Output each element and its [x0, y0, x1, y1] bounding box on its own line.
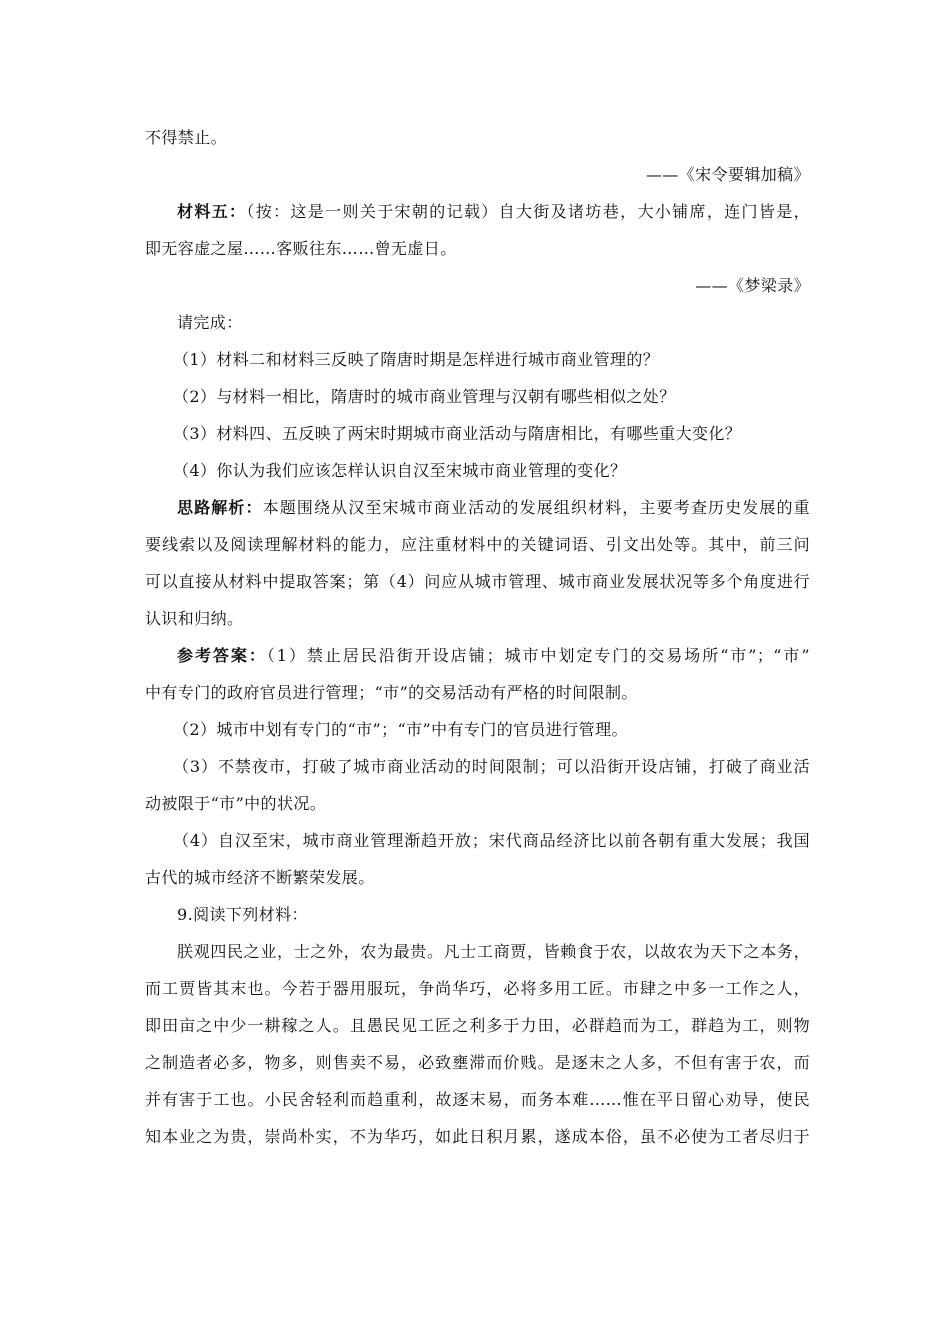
- passage-line: 之制造者必多，物多，则售卖不易，必致壅滞而价贱。是逐末之人多，不但有害于农，而: [145, 1053, 810, 1072]
- answer-label: 参考答案：: [177, 646, 267, 665]
- answer-line: [145, 640, 810, 671]
- material-five-text: （按：这是一则关于宋朝的记载）自大街及诸坊巷，大小铺席，连门皆是，: [246, 202, 810, 221]
- question-4: （4）你认为我们应该怎样认识自汉至宋城市商业管理的变化？: [173, 461, 627, 480]
- source-citation: ——《梦梁录》: [695, 276, 810, 295]
- material-five-label: 材料五：: [177, 202, 247, 221]
- question-3: （3）材料四、五反映了两宋时期城市商业活动与隋唐相比，有哪些重大变化？: [173, 424, 742, 443]
- answer-line: （3）不禁夜市，打破了城市商业活动的时间限制；可以沿街开设店铺，打破了商业活: [173, 757, 810, 776]
- analysis-line: 认识和归纳。: [145, 609, 244, 628]
- document-page: [145, 122, 810, 1152]
- text-line: 不得禁止。: [145, 128, 228, 147]
- question-2: （2）与材料一相比，隋唐时的城市商业管理与汉朝有哪些相似之处？: [173, 387, 676, 406]
- analysis-label: 思路解析：: [177, 498, 263, 517]
- passage-line: 即田亩之中少一耕稼之人。且愚民见工匠之利多于力田，必群趋而为工，群趋为工，则物: [145, 1016, 810, 1035]
- answer-line: （4）自汉至宋，城市商业管理渐趋开放；宋代商品经济比以前各朝有重大发展；我国: [173, 831, 810, 850]
- instruction: 请完成：: [177, 313, 243, 332]
- passage-line: 知本业之为贵，崇尚朴实，不为华巧，如此日积月累，遂成本俗，虽不必使为工者尽归于: [145, 1127, 810, 1146]
- answer-line: （2）城市中划有专门的“市”；“市”中有专门的官员进行管理。: [173, 720, 628, 739]
- analysis-line: [145, 492, 810, 523]
- source-citation: ——《宋令要辑加稿》: [645, 165, 810, 184]
- analysis-text: 本题围绕从汉至宋城市商业活动的发展组织材料，主要考查历史发展的重: [262, 498, 810, 517]
- passage-line: 而工贾皆其末也。今若于器用服玩，争尚华巧，必将多用工匠。市肆之中多一工作之人，: [145, 979, 810, 998]
- question-1: （1）材料二和材料三反映了隋唐时期是怎样进行城市商业管理的？: [173, 350, 660, 369]
- question-9-heading: 9.阅读下列材料：: [177, 905, 308, 924]
- answer-line: 动被限于“市”中的状况。: [145, 794, 327, 813]
- analysis-line: 要线索以及阅读理解材料的能力，应注重材料中的关键词语、引文出处等。其中，前三问: [145, 535, 810, 554]
- answer-line: 古代的城市经济不断繁荣发展。: [145, 868, 375, 887]
- text-line: 即无容虚之屋……客贩往东……曾无虚日。: [145, 239, 457, 258]
- passage-line: 并有害于工也。小民舍轻利而趋重利，故逐末易，而务本难……惟在平日留心劝导，使民: [145, 1090, 810, 1109]
- answer-line: 中有专门的政府官员进行管理；“市”的交易活动有严格的时间限制。: [145, 683, 638, 702]
- analysis-line: 可以直接从材料中提取答案；第（4）问应从城市管理、城市商业发展状况等多个角度进行: [145, 572, 810, 591]
- material-five-line: [145, 196, 810, 227]
- answer-text: （1）禁止居民沿街开设店铺；城市中划定专门的交易场所“市”；“市”: [266, 646, 810, 665]
- passage-line: 朕观四民之业，士之外，农为最贵。凡士工商贾，皆赖食于农，以故农为天下之本务，: [177, 942, 810, 961]
